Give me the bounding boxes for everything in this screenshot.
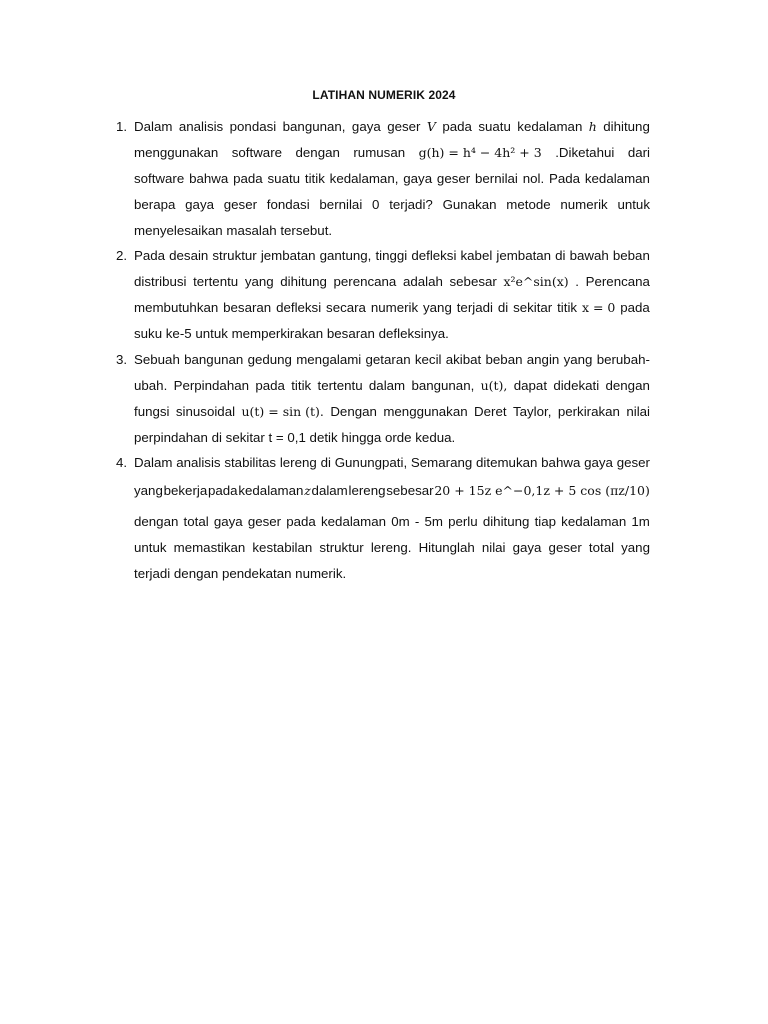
math-variable: z (304, 483, 311, 498)
word: kedalaman, (329, 171, 399, 186)
word: dihitung (280, 274, 327, 289)
word: terjadi? (389, 197, 433, 212)
word: gaya (213, 514, 243, 529)
word: Pada (134, 248, 166, 263)
document-title: LATIHAN NUMERIK 2024 (312, 88, 456, 102)
word: geser (247, 514, 282, 529)
word: 5m (424, 514, 443, 529)
word: gaya (185, 197, 214, 212)
question-line (134, 430, 650, 445)
word: dihitung (603, 119, 650, 134)
word: berapa (134, 197, 176, 212)
question-number: 2. (116, 248, 128, 263)
word: gaya (512, 540, 542, 555)
word: bangunan (184, 352, 244, 367)
word: bangunan, (411, 378, 475, 393)
word: untuk (617, 197, 650, 212)
word: Deret (474, 404, 507, 419)
question-text: suku ke-5 untuk memperkirakan besaran defleksinya. (134, 326, 449, 341)
word: Perpindahan (173, 378, 250, 393)
question-number: 1. (116, 119, 128, 134)
word: 0 (372, 197, 380, 212)
word: Hitunglah (418, 540, 475, 555)
word: untuk (134, 540, 167, 555)
word: yang (134, 483, 163, 498)
word: desain (169, 248, 209, 263)
word: sebesar (386, 483, 434, 498)
word: kabel (460, 248, 493, 263)
word: lereng (348, 483, 386, 498)
question-line (134, 171, 650, 186)
math-formula: u(t) = sin (t). (241, 404, 324, 419)
word: bernilai (319, 197, 363, 212)
word: defleksi (276, 300, 322, 315)
word: gedung (247, 352, 292, 367)
word: stabilitas (224, 455, 277, 470)
question-number: 3. (116, 352, 128, 367)
word: . (575, 274, 579, 289)
word: distribusi (134, 274, 187, 289)
word: pada (620, 300, 650, 315)
word: getaran (365, 352, 411, 367)
word: Pada (549, 171, 581, 186)
question-line (134, 223, 650, 238)
word: lereng. (370, 540, 412, 555)
word: fondasi (266, 197, 310, 212)
question-text: menyelesaikan masalah tersebut. (134, 223, 333, 238)
word: tiap (534, 514, 557, 529)
word: pada (442, 119, 472, 134)
word: dengan (295, 145, 340, 160)
word: jembatan (260, 248, 316, 263)
word: perlu (448, 514, 478, 529)
word: nol. (522, 171, 545, 186)
word: yang (244, 274, 274, 289)
word: kestabilan (252, 540, 313, 555)
question-line (134, 483, 650, 498)
word: tertentu (317, 378, 363, 393)
question-line (134, 352, 650, 367)
word: analisis (178, 119, 224, 134)
word: software (231, 145, 283, 160)
word: menggunakan (134, 145, 219, 160)
word: berubah- (596, 352, 650, 367)
word: jembatan (496, 248, 552, 263)
word: Sebuah (134, 352, 180, 367)
word: Semarang (410, 455, 473, 470)
word: kedalaman (321, 514, 387, 529)
word: bernilai (475, 171, 518, 186)
word: Perencana (585, 274, 650, 289)
word: total (588, 540, 615, 555)
word: Dalam (134, 455, 173, 470)
question-line (134, 145, 650, 160)
question-text: perpindahan di sekitar t = 0,1 detik hingga orde kedua. (134, 430, 456, 445)
word: di (320, 455, 331, 470)
word: gaya (584, 455, 613, 470)
word: .Diketahui (555, 145, 615, 160)
word: suatu (267, 171, 301, 186)
word: kedalaman (561, 514, 627, 529)
word: yang (621, 540, 650, 555)
word: menggunakan (383, 404, 468, 419)
math-variable: V (426, 119, 436, 134)
question-line (134, 514, 650, 529)
word: - (414, 514, 420, 529)
question-line (134, 540, 650, 555)
word: lereng (279, 455, 317, 470)
word: Dalam (134, 119, 173, 134)
word: gantung, (319, 248, 372, 263)
word: bahwa (541, 455, 581, 470)
word: angin (526, 352, 560, 367)
word: ubah. (134, 378, 168, 393)
word: yang (423, 300, 452, 315)
math-variable: h (588, 119, 597, 134)
question-line (134, 119, 650, 134)
word: pondasi (229, 119, 277, 134)
word: kedalaman (584, 171, 650, 186)
word: Gunungpati, (334, 455, 408, 470)
word: nilai (481, 540, 506, 555)
word: di (555, 248, 566, 263)
question-line (134, 300, 650, 315)
word: struktur (212, 248, 257, 263)
word: dihitung (482, 514, 530, 529)
word: dalam (311, 483, 348, 498)
word: kecil (414, 352, 442, 367)
word: titik (557, 300, 578, 315)
word: bahwa (189, 171, 229, 186)
question-text: terjadi dengan pendekatan numerik. (134, 566, 347, 581)
word: gaya (403, 171, 433, 186)
word: tinggi (375, 248, 408, 263)
word: total (183, 514, 209, 529)
math-formula: u(t), (480, 378, 508, 393)
word: geser (548, 540, 582, 555)
question-line (134, 197, 650, 212)
word: pada (255, 378, 285, 393)
word: analisis (176, 455, 221, 470)
word: struktur (319, 540, 364, 555)
word: kedalaman (517, 119, 583, 134)
word: pada (286, 514, 316, 529)
question-number: 4. (116, 455, 128, 470)
word: dengan (605, 378, 650, 393)
word: nilai (626, 404, 650, 419)
word: kedalaman (238, 483, 304, 498)
word: beban (485, 352, 523, 367)
question-line (134, 248, 650, 263)
word: bawah (569, 248, 609, 263)
word: di (497, 300, 509, 315)
word: pada (208, 483, 238, 498)
word: sekitar (513, 300, 553, 315)
question-line (134, 566, 650, 581)
word: sinusoidal (175, 404, 236, 419)
word: yang (563, 352, 593, 367)
word: pada (233, 171, 263, 186)
question-line (134, 404, 650, 419)
word: beban (612, 248, 650, 263)
word: besaran (223, 300, 272, 315)
word: mengalami (296, 352, 362, 367)
question-line (134, 326, 650, 341)
word: Dengan (330, 404, 377, 419)
word: numerik (370, 300, 419, 315)
word: numerik (560, 197, 608, 212)
word: terjadi (456, 300, 493, 315)
word: fungsi (134, 404, 170, 419)
word: defleksi (411, 248, 457, 263)
math-formula: g(h) = h⁴ − 4h² + 3 (418, 145, 542, 160)
word: geser (436, 171, 471, 186)
word: rumusan (353, 145, 406, 160)
math-formula: 20 + 15z e^−0,1z + 5 cos (πz/10) (434, 483, 650, 498)
question-line (134, 274, 650, 289)
word: dalam (368, 378, 406, 393)
word: titik (304, 171, 325, 186)
question-line (134, 455, 650, 470)
word: didekati (553, 378, 600, 393)
question-line (134, 378, 650, 393)
word: 1m (631, 514, 650, 529)
word: Gunakan (442, 197, 497, 212)
word: 0m (391, 514, 410, 529)
word: ditemukan (476, 455, 538, 470)
word: membutuhkan (134, 300, 219, 315)
word: adalah (402, 274, 443, 289)
word: geser (616, 455, 650, 470)
word: perkirakan (557, 404, 620, 419)
math-formula: x = 0 (581, 300, 616, 315)
word: memastikan (173, 540, 246, 555)
word: perencana (333, 274, 397, 289)
word: bekerja (163, 483, 208, 498)
word: akibat (445, 352, 482, 367)
word: geser (387, 119, 421, 134)
word: bangunan, (282, 119, 346, 134)
word: tertentu (193, 274, 239, 289)
word: dari (627, 145, 650, 160)
word: software (134, 171, 185, 186)
word: secara (326, 300, 366, 315)
word: metode (506, 197, 551, 212)
word: dengan (134, 514, 179, 529)
word: gaya (351, 119, 381, 134)
word: titik (291, 378, 312, 393)
word: dapat (513, 378, 548, 393)
word: sebesar (449, 274, 497, 289)
word: Taylor, (512, 404, 552, 419)
word: geser (223, 197, 258, 212)
math-formula: x²e^sin(x) (503, 274, 569, 289)
word: suatu (478, 119, 511, 134)
